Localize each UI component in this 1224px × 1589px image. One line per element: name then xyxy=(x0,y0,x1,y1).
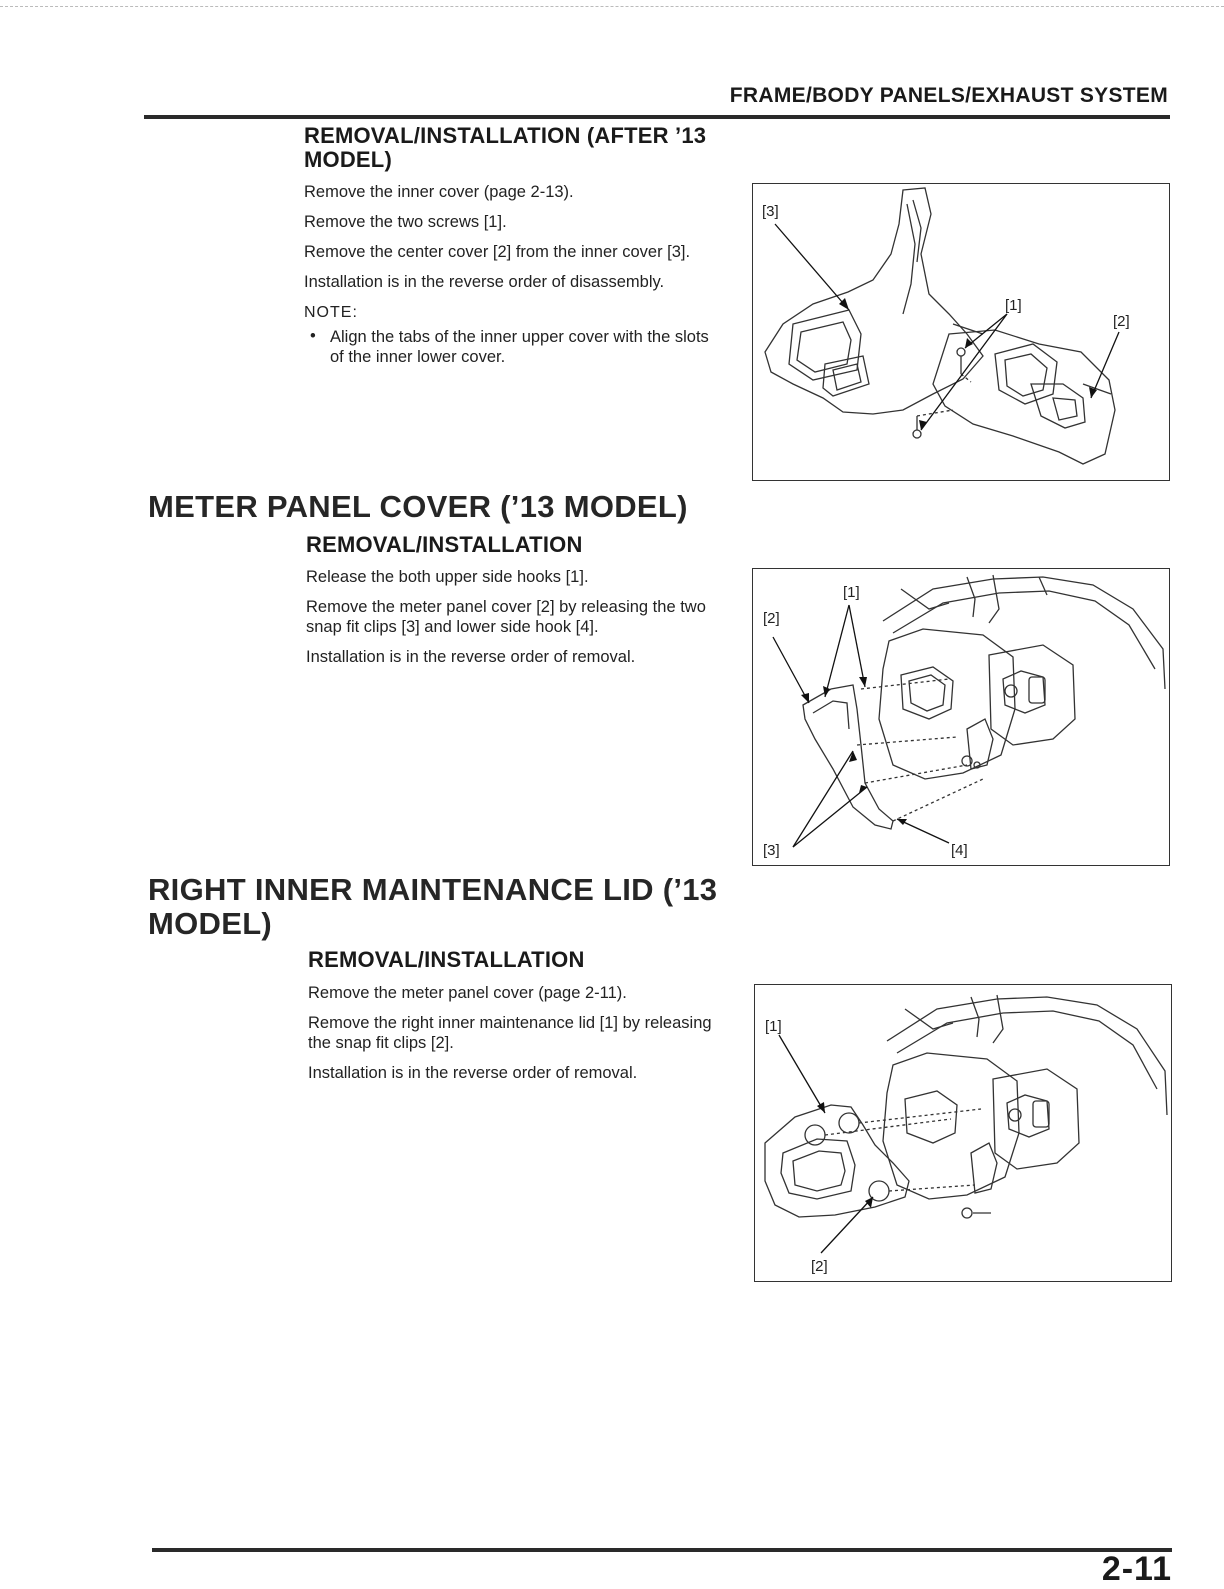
figure-inner-cover-svg xyxy=(753,184,1168,479)
footer-rule xyxy=(152,1548,1172,1552)
figure2-callout-1: [1] xyxy=(843,584,860,601)
figure2-callout-4: [4] xyxy=(951,842,968,859)
section2-subheading: REMOVAL/INSTALLATION xyxy=(306,532,583,557)
figure2-callout-2: [2] xyxy=(763,610,780,627)
section2-step-2-line1: Remove the meter panel cover [2] by releasing the two xyxy=(306,598,706,616)
figure1-callout-3: [3] xyxy=(762,203,779,220)
figure-meter-panel-svg xyxy=(753,569,1168,864)
running-header-title: FRAME/BODY PANELS/EXHAUST SYSTEM xyxy=(729,84,1168,107)
section3-subheading: REMOVAL/INSTALLATION xyxy=(308,947,585,972)
section3-heading-line1: RIGHT INNER MAINTENANCE LID (’13 xyxy=(148,872,718,907)
section2-step-3: Installation is in the reverse order of removal. xyxy=(306,648,636,666)
section1-step-1: Remove the inner cover (page 2-13). xyxy=(304,183,574,201)
section3-heading-line2: MODEL) xyxy=(148,906,273,941)
figure-inner-cover-diagram xyxy=(752,183,1170,481)
figure1-callout-2: [2] xyxy=(1113,313,1130,330)
section3-step-3: Installation is in the reverse order of removal. xyxy=(308,1064,638,1082)
section1-note-line2: of the inner lower cover. xyxy=(330,348,506,366)
figure2-callout-3: [3] xyxy=(763,842,780,859)
scan-edge-artifact xyxy=(0,0,1224,7)
figure-maintenance-lid-diagram xyxy=(754,984,1172,1282)
section3-step-2-line1: Remove the right inner maintenance lid [1] by releasing xyxy=(308,1014,712,1032)
section2-step-1: Release the both upper side hooks [1]. xyxy=(306,568,589,586)
figure-maintenance-lid-svg xyxy=(755,985,1170,1280)
section3-step-2-line2: the snap fit clips [2]. xyxy=(308,1034,454,1052)
figure3-callout-2: [2] xyxy=(811,1258,828,1275)
section1-note-line1: Align the tabs of the inner upper cover with the slots xyxy=(330,328,709,346)
figure1-callout-1: [1] xyxy=(1005,297,1022,314)
section1-note-label: NOTE: xyxy=(304,304,358,321)
section2-step-2-line2: snap fit clips [3] and lower side hook [4]. xyxy=(306,618,599,636)
section1-subheading-line1: REMOVAL/INSTALLATION (AFTER ’13 xyxy=(304,123,707,148)
page-number: 2-11 xyxy=(1101,1550,1172,1588)
section1-step-3: Remove the center cover [2] from the inner cover [3]. xyxy=(304,243,691,261)
section1-step-2: Remove the two screws [1]. xyxy=(304,213,507,231)
section2-heading: METER PANEL COVER (’13 MODEL) xyxy=(148,489,688,524)
section1-step-4: Installation is in the reverse order of disassembly. xyxy=(304,273,665,291)
section1-note-bullet-dot: • xyxy=(310,327,316,345)
figure-meter-panel-cover-diagram xyxy=(752,568,1170,866)
header-rule xyxy=(144,115,1170,119)
section3-step-1: Remove the meter panel cover (page 2-11). xyxy=(308,984,627,1002)
figure3-callout-1: [1] xyxy=(765,1018,782,1035)
section1-subheading-line2: MODEL) xyxy=(304,147,392,172)
